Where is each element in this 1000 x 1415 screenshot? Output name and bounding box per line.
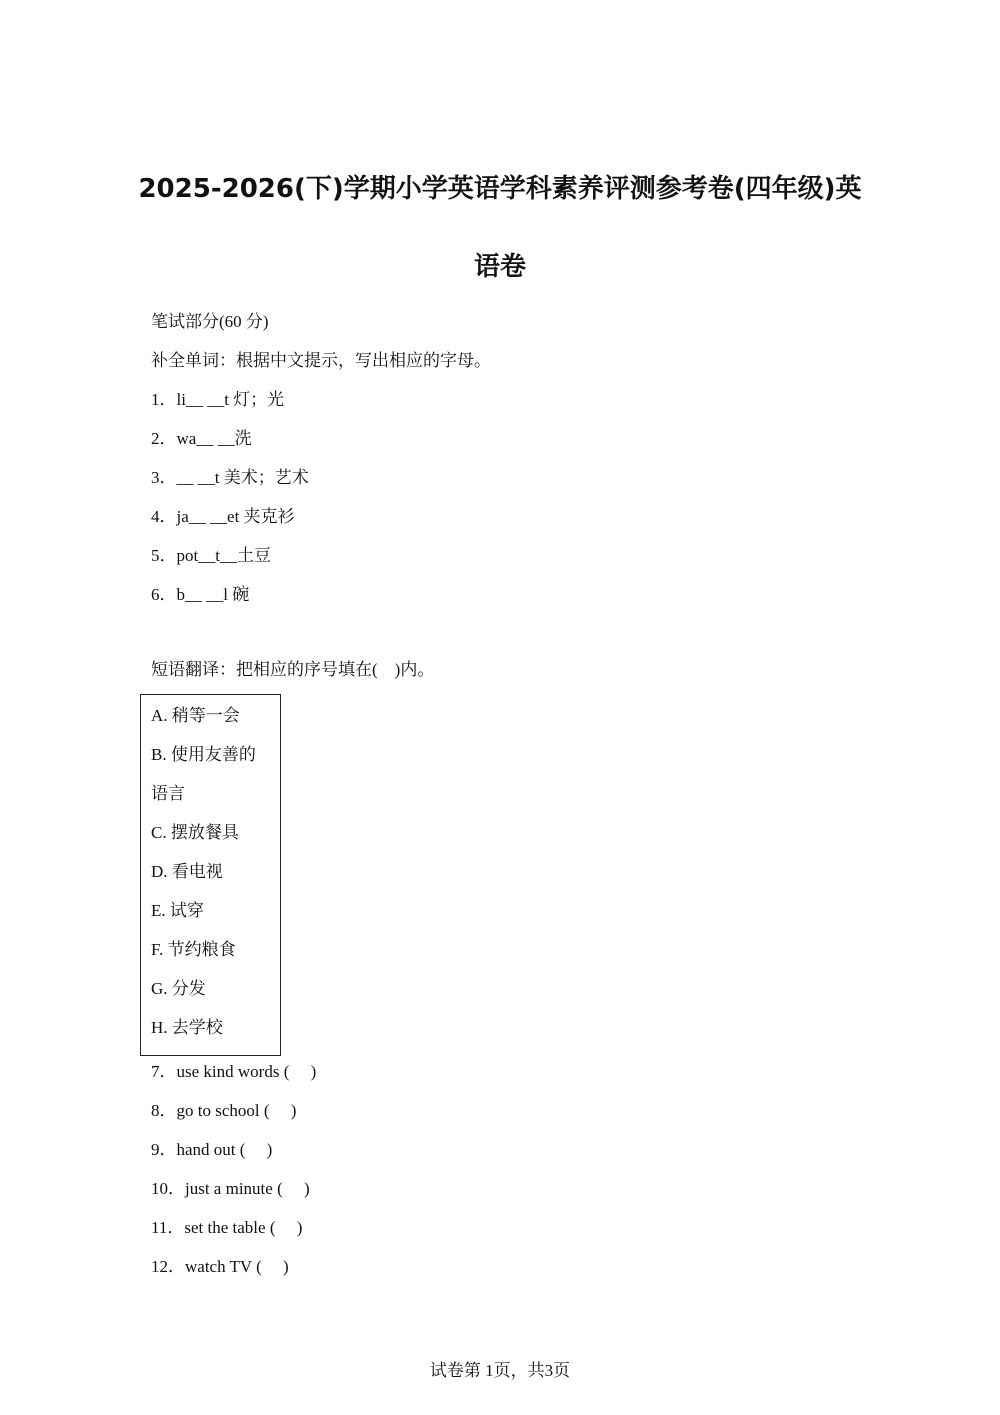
question-number: 2． <box>151 429 177 448</box>
option-e: E. 试穿 <box>151 901 204 920</box>
option-h: H. 去学校 <box>151 1018 223 1037</box>
question-item <box>151 389 284 411</box>
question-number: 8． <box>151 1101 177 1120</box>
options-box <box>140 694 281 1056</box>
page-title-continued: 语卷 <box>473 252 526 282</box>
option-a: A. 稍等一会 <box>151 706 240 725</box>
question-item <box>151 1100 296 1122</box>
question-item <box>151 1256 289 1278</box>
question-number: 4． <box>151 507 177 526</box>
question-text: wa__ __洗 <box>176 429 252 448</box>
question-item <box>151 584 249 606</box>
question-number: 9． <box>151 1140 177 1159</box>
question-number: 5． <box>151 546 177 565</box>
question-number: 7． <box>151 1062 177 1081</box>
question-text: li__ __t 灯；光 <box>176 390 285 409</box>
section-heading: 笔试部分(60 分) <box>151 312 269 331</box>
question-number: 1． <box>151 390 177 409</box>
option-c: C. 摆放餐具 <box>151 823 239 842</box>
question-text: pot__t__土豆 <box>176 546 271 565</box>
question-text: b__ __l 碗 <box>176 585 250 604</box>
option-b: B. 使用友善的 <box>151 745 256 764</box>
option-f: F. 节约粮食 <box>151 940 236 959</box>
question-text: watch TV ( ) <box>185 1257 289 1276</box>
question-number: 10． <box>151 1179 185 1198</box>
page-title: 2025-2026(下)学期小学英语学科素养评测参考卷(四年级)英 <box>138 174 862 204</box>
question-item <box>151 506 295 528</box>
question-text: __ __t 美术；艺术 <box>176 468 309 487</box>
question-item <box>151 467 309 489</box>
question-item <box>151 428 252 450</box>
question-text: set the table ( ) <box>184 1218 303 1237</box>
question-number: 12． <box>151 1257 185 1276</box>
question-item <box>151 1061 316 1083</box>
question-item <box>151 1139 272 1161</box>
part1-instruction: 补全单词：根据中文提示，写出相应的字母。 <box>151 351 491 370</box>
question-text: just a minute ( ) <box>185 1179 310 1198</box>
question-number: 3． <box>151 468 177 487</box>
question-text: hand out ( ) <box>176 1140 273 1159</box>
question-text: go to school ( ) <box>176 1101 297 1120</box>
part2-instruction: 短语翻译：把相应的序号填在( )内。 <box>151 660 435 679</box>
question-number: 6． <box>151 585 177 604</box>
question-item <box>151 545 271 567</box>
option-d: D. 看电视 <box>151 862 223 881</box>
question-item <box>151 1178 310 1200</box>
page-footer: 试卷第 1页，共3页 <box>429 1361 571 1380</box>
question-item <box>151 1217 302 1239</box>
question-text: ja__ __et 夹克衫 <box>176 507 295 526</box>
question-number: 11． <box>151 1218 185 1237</box>
question-text: use kind words ( ) <box>176 1062 317 1081</box>
option-g: G. 分发 <box>151 979 206 998</box>
option-b-continued: 语言 <box>151 784 185 803</box>
